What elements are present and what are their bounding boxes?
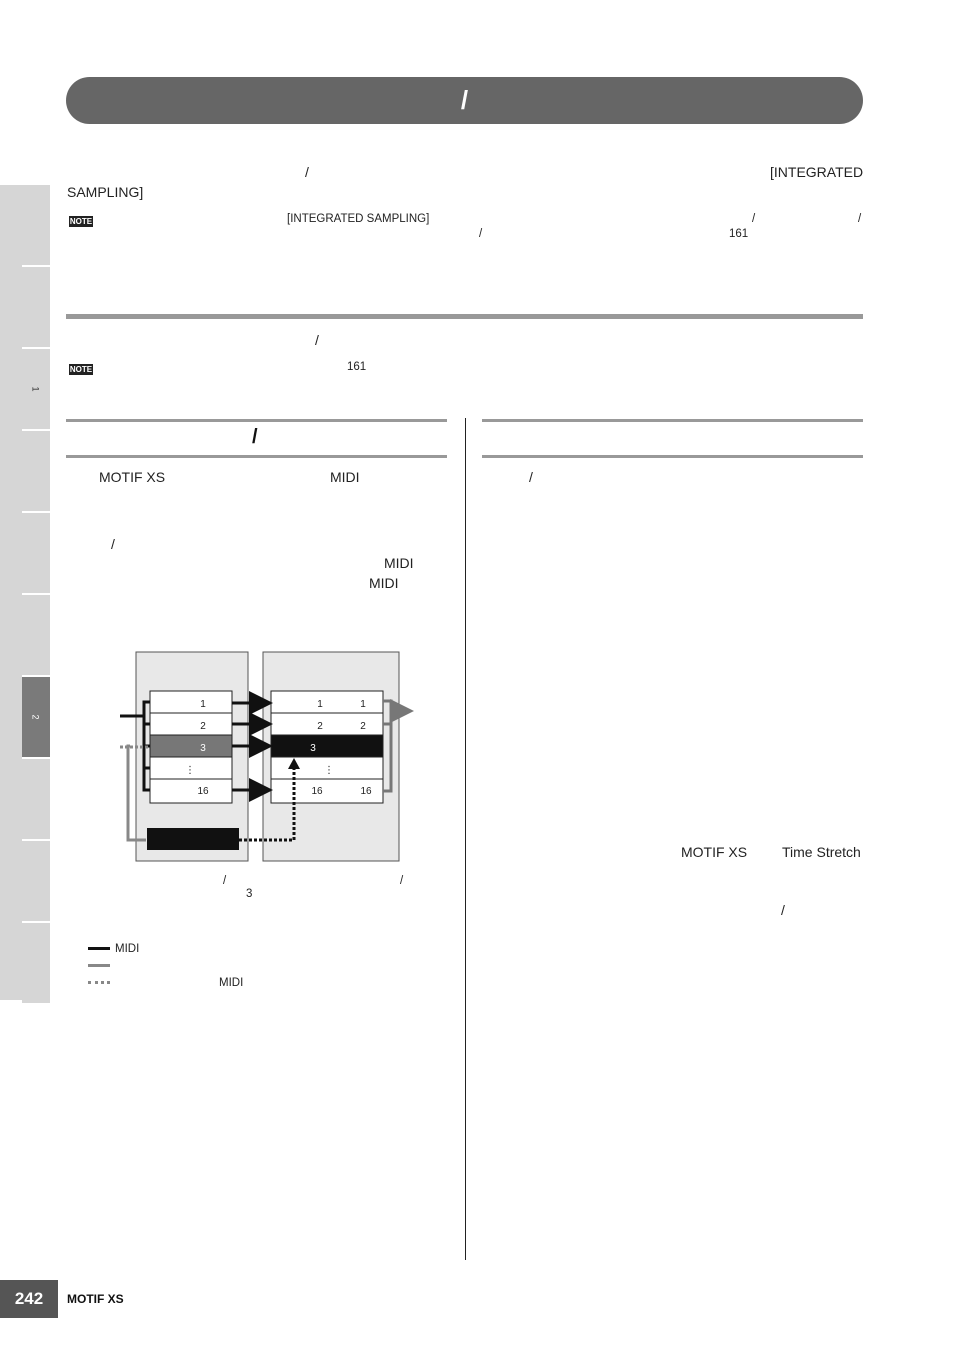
note1-slash-a: / xyxy=(752,213,756,225)
signal-flow-diagram xyxy=(110,645,430,870)
diagram-right-row-1a: 1 xyxy=(317,699,323,710)
intro-integrated: [INTEGRATED xyxy=(770,164,864,180)
left-heading: / xyxy=(252,426,258,448)
left-heading-rule-bottom xyxy=(66,455,447,458)
diagram-left-row-4: ⋮ xyxy=(185,765,195,776)
note1-integrated-sampling: [INTEGRATED SAMPLING] xyxy=(287,213,430,225)
right-model: MOTIF XS xyxy=(681,844,748,860)
section-slash: / xyxy=(315,332,319,348)
intro-sampling: SAMPLING] xyxy=(67,184,144,200)
side-tab-2[interactable]: 1 xyxy=(22,349,50,431)
left-p1-model: MOTIF XS xyxy=(99,469,166,485)
note1-slash-c: / xyxy=(479,228,483,240)
legend-line-audio xyxy=(88,964,110,967)
page-number: 242 xyxy=(14,1289,44,1308)
diagram-left-row-5: 16 xyxy=(197,786,209,797)
left-p2-slash: / xyxy=(111,536,115,552)
footer-title: MOTIF XS xyxy=(67,1292,124,1306)
side-tab-4[interactable] xyxy=(22,513,50,595)
section-rule xyxy=(66,314,863,319)
side-tabs xyxy=(0,185,50,1000)
diagram-right-row-5a: 16 xyxy=(311,786,323,797)
note1-slash-b: / xyxy=(858,213,862,225)
diagram-left-row-1: 1 xyxy=(200,699,206,710)
diagram-right-row-5b: 16 xyxy=(360,786,372,797)
page-title-bar xyxy=(66,77,863,124)
left-p4-midi: MIDI xyxy=(369,575,399,591)
diagram-right-row-2a: 2 xyxy=(317,721,323,732)
diagram-sample-box xyxy=(147,828,239,850)
side-tab-8[interactable] xyxy=(22,841,50,923)
note-icon: NOTE xyxy=(69,365,93,374)
diagram-right-row-2b: 2 xyxy=(360,721,366,732)
legend-label-dotted-midi: MIDI xyxy=(219,977,244,989)
diagram-right-row-4: ⋮ xyxy=(324,765,334,776)
right-p1-slash: / xyxy=(529,469,533,485)
page-number-box xyxy=(0,1280,58,1318)
diagram-right-table xyxy=(271,691,383,803)
note1-page-ref: 161 xyxy=(729,228,749,240)
side-tab-1[interactable] xyxy=(22,267,50,349)
side-tab-0[interactable] xyxy=(22,185,50,267)
side-tab-3[interactable] xyxy=(22,431,50,513)
diagram-left-row-2: 2 xyxy=(200,721,206,732)
right-p2-slash: / xyxy=(781,902,785,918)
intro-slash: / xyxy=(305,164,309,180)
legend-line-midi xyxy=(88,947,110,950)
left-p3-midi: MIDI xyxy=(384,555,414,571)
caption-num: 3 xyxy=(246,888,253,900)
right-heading-rule-top xyxy=(482,419,863,422)
section-note-page-ref: 161 xyxy=(347,361,367,373)
left-p1-midi: MIDI xyxy=(330,469,360,485)
right-time-stretch: Time Stretch xyxy=(782,844,861,860)
diagram-right-row-1b: 1 xyxy=(360,699,366,710)
legend-label-midi: MIDI xyxy=(115,943,140,955)
legend-line-dotted xyxy=(88,981,110,984)
page-title: / xyxy=(460,85,469,115)
diagram-left-row-3: 3 xyxy=(200,743,206,754)
left-heading-rule-top xyxy=(66,419,447,422)
right-heading-rule-bottom xyxy=(482,455,863,458)
column-divider xyxy=(465,418,466,1260)
caption-slash-b: / xyxy=(400,875,404,887)
side-tab-5[interactable] xyxy=(22,595,50,677)
side-tab-6[interactable]: 2 xyxy=(22,677,50,759)
caption-slash-a: / xyxy=(223,875,227,887)
note-icon: NOTE xyxy=(69,217,93,226)
diagram-left-table xyxy=(150,691,232,803)
diagram-right-row-3: 3 xyxy=(310,743,316,754)
side-tab-7[interactable] xyxy=(22,759,50,841)
side-tab-9[interactable] xyxy=(22,923,50,1005)
